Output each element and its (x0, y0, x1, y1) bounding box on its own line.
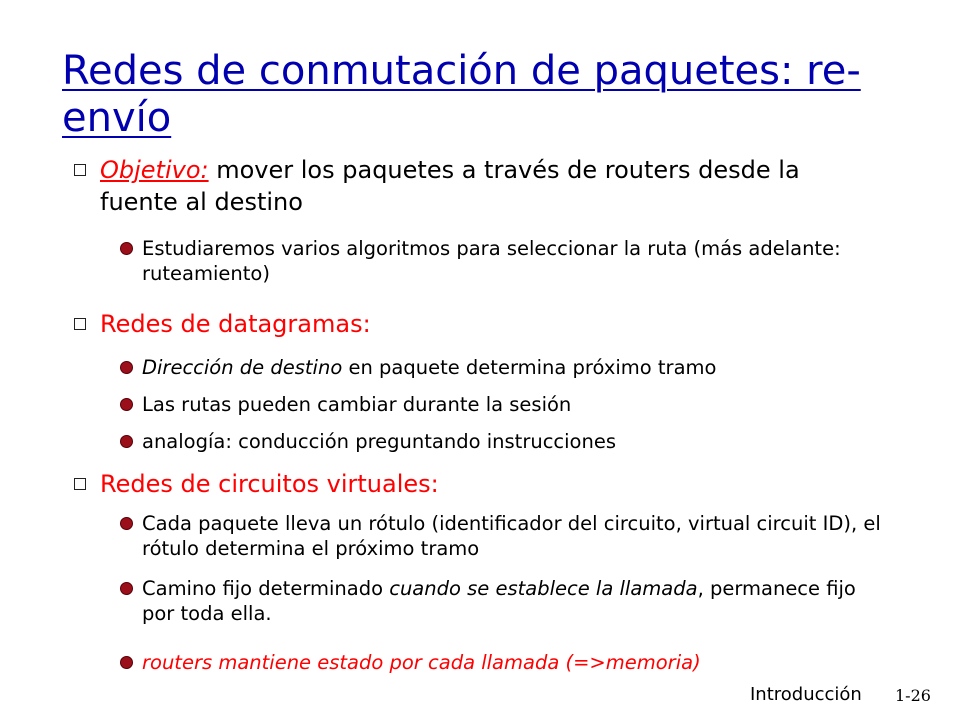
router-state-text: routers mantiene estado por cada llamada (=>memoria) (142, 651, 701, 674)
square-bullet-icon (74, 318, 86, 330)
virtual-circuits-heading: Redes de circuitos virtuales: (100, 470, 439, 498)
objective-label: Objetivo: (100, 156, 209, 184)
circle-bullet-icon (120, 517, 133, 530)
sub-bullet-analogy (142, 429, 882, 454)
circle-bullet-icon (120, 398, 133, 411)
circle-bullet-icon (120, 361, 133, 374)
objective-text: mover los paquetes a través de routers desde la fuente al destino (100, 156, 800, 216)
destination-rest: en paquete determina próximo tramo (342, 356, 717, 379)
circle-bullet-icon (120, 656, 133, 669)
square-bullet-icon (74, 164, 86, 176)
circle-bullet-icon (120, 435, 133, 448)
fixed-path-post: , permanece fijo por toda ella. (142, 577, 856, 625)
fixed-path-pre: Camino fijo determinado (142, 577, 390, 600)
slide-title: Redes de conmutación de paquetes: re-envío (62, 48, 861, 141)
sub-bullet-routes-change (142, 392, 882, 417)
footer-section-label: Introducción (750, 684, 862, 705)
bullet-virtual-circuits (100, 468, 860, 500)
destination-italic: Dirección de destino (142, 356, 343, 379)
sub-bullet-text: Cada paquete lleva un rótulo (identificador del circuito, virtual circuit ID), el rótulo determina el próximo tramo (142, 512, 881, 560)
sub-bullet-router-state (142, 650, 882, 675)
fixed-path-italic: cuando se establece la llamada (389, 577, 698, 600)
sub-bullet-algorithms (142, 236, 882, 286)
sub-bullet-label (142, 511, 882, 561)
footer-page-number: 1-26 (895, 686, 931, 705)
sub-bullet-text: Estudiaremos varios algoritmos para seleccionar la ruta (más adelante: ruteamiento) (142, 237, 841, 285)
sub-bullet-text: analogía: conducción preguntando instrucciones (142, 430, 616, 453)
bullet-datagram (100, 308, 860, 340)
sub-bullet-destination (142, 355, 882, 380)
datagram-heading: Redes de datagramas: (100, 310, 371, 338)
circle-bullet-icon (120, 242, 133, 255)
sub-bullet-text: Las rutas pueden cambiar durante la sesión (142, 393, 572, 416)
sub-bullet-fixed-path (142, 576, 882, 626)
bullet-objective (100, 154, 860, 218)
square-bullet-icon (74, 478, 86, 490)
circle-bullet-icon (120, 582, 133, 595)
